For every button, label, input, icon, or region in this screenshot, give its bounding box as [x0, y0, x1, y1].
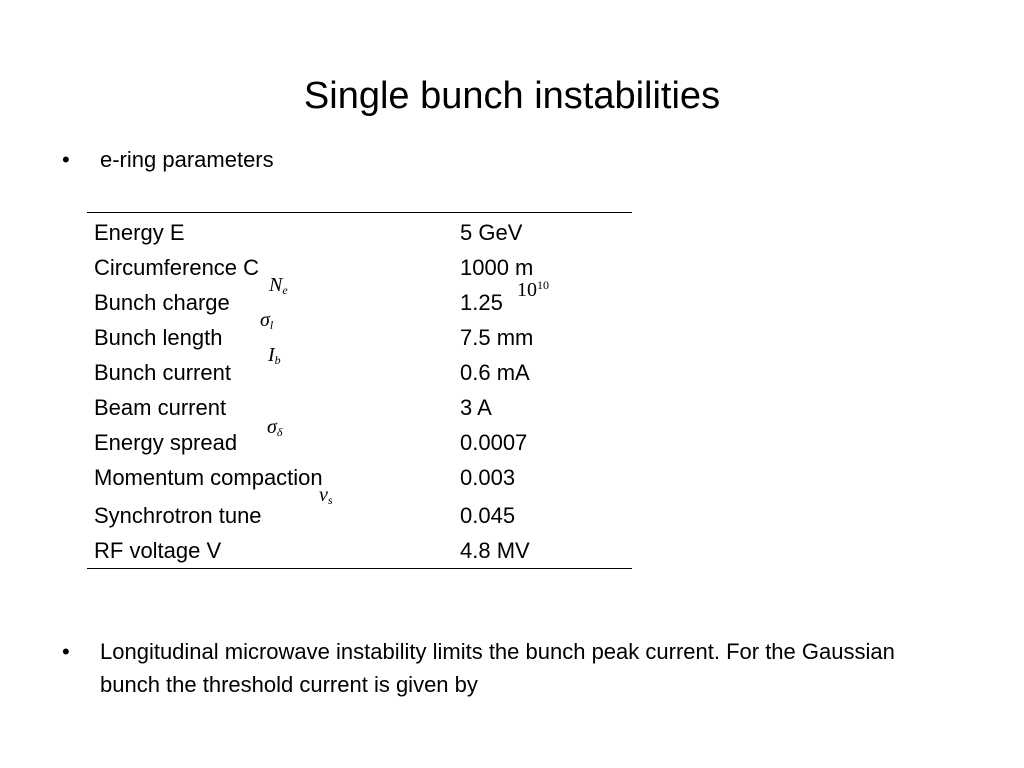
table-row: [87, 215, 632, 250]
param-value: 0.6 mA: [460, 360, 530, 385]
param-label: Bunch length: [94, 325, 223, 350]
table-row: [87, 274, 632, 320]
table-row: [87, 250, 632, 285]
param-label: Beam current: [94, 395, 227, 420]
param-label: Energy E: [94, 220, 185, 245]
param-label: Momentum compaction: [94, 465, 323, 490]
param-value: 7.5 mm: [460, 325, 534, 350]
table-row: [87, 309, 632, 355]
bullet-dot: •: [62, 639, 70, 664]
param-symbol: $I_b$: [268, 344, 281, 367]
table-row: [87, 344, 632, 390]
table-row: [87, 484, 632, 533]
param-symbol: $\sigma_l$: [260, 309, 274, 332]
param-value: 0.003: [460, 465, 516, 490]
param-value: 0.0007: [460, 430, 528, 455]
param-label: Circumference C: [94, 255, 260, 280]
param-symbol: $N_e$: [269, 274, 288, 297]
param-value: 3 A: [460, 395, 492, 420]
param-label: Synchrotron tune: [94, 503, 262, 528]
bullet-text: Longitudinal microwave instability limits the bunch peak current. For the Gaussian bunch the threshold current is given by: [100, 639, 895, 697]
param-label: Bunch charge: [94, 290, 230, 315]
param-value: 0.045: [460, 503, 516, 528]
slide-title: Single bunch instabilities: [303, 75, 721, 117]
param-value: 4.8 MV: [460, 538, 530, 563]
param-value: 5 GeV: [460, 220, 523, 245]
table-row: [87, 416, 632, 460]
param-value: 1000 m: [460, 255, 534, 280]
bullet-dot: •: [62, 147, 70, 172]
param-label: Energy spread: [94, 430, 238, 455]
power-of-ten: $10^{10}$: [517, 278, 549, 301]
table-row: [87, 460, 632, 495]
param-value: 1.25 $10^{10}$: [460, 285, 503, 320]
table-row: [87, 390, 632, 425]
parameter-table: [87, 212, 632, 569]
table-row: [87, 533, 632, 568]
param-label: Bunch current: [94, 360, 231, 385]
param-symbol: $\sigma_\delta$: [267, 416, 283, 439]
bullet-text: e-ring parameters: [100, 147, 274, 172]
param-label: RF voltage V: [94, 538, 222, 563]
param-symbol: $\nu_s$: [319, 484, 333, 507]
